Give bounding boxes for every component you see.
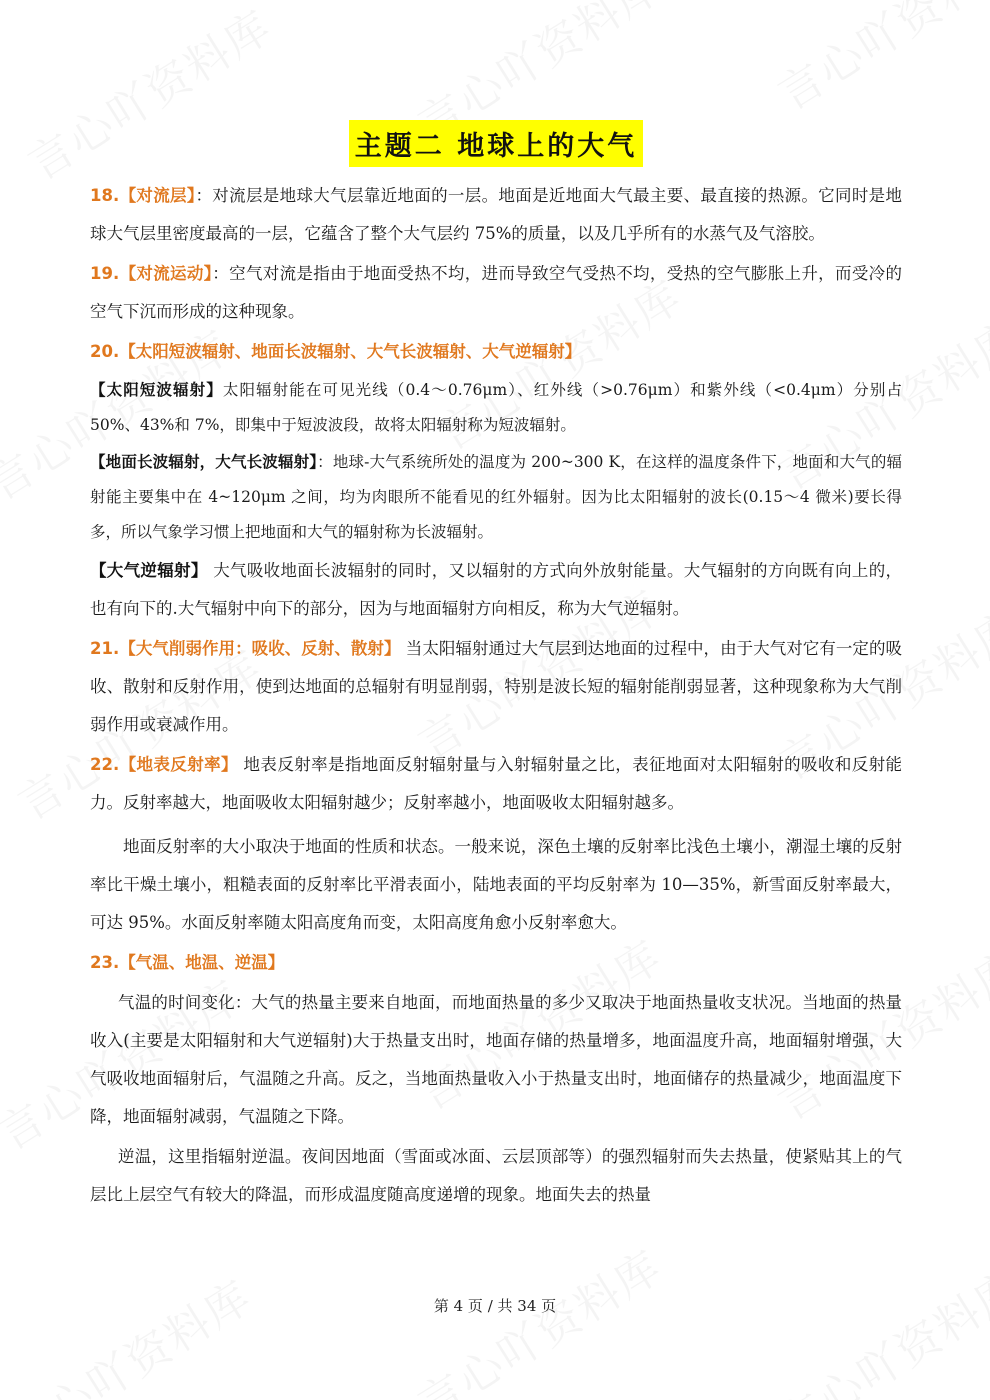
document-page bbox=[90, 120, 902, 1214]
section-21 bbox=[90, 630, 902, 744]
watermark bbox=[764, 1252, 990, 1400]
section-term: 【太阳短波辐射、地面长波辐射、大气长波辐射、大气逆辐射】 bbox=[119, 342, 582, 361]
sub-text: 太阳辐射能在可见光线（0.4～0.76μm）、红外线（>0.76μm）和紫外线（<0.4μm）分别占 50%、43%和 7%，即集中于短波波段，故将太阳辐射称为短波辐射。 bbox=[90, 381, 902, 434]
section-term: 【气温、地温、逆温】 bbox=[119, 953, 285, 972]
watermark bbox=[0, 1262, 262, 1400]
sub-text: ：地球-大气系统所处的温度为 200~300 K，在这样的温度条件下，地面和大气的辐射能主要集中在 4~120μm 之间，均为肉眼所不能看见的红外辐射。因为比太阳辐射的波长(0.15～4 微米)要长得多，所以气象学习惯上把地面和大气的辐射称为长波辐射。 bbox=[90, 453, 902, 541]
section-18 bbox=[90, 177, 902, 253]
sub-term: 【大气逆辐射】 bbox=[90, 561, 208, 580]
section-number: 20. bbox=[90, 342, 120, 361]
section-number: 22. bbox=[90, 755, 120, 774]
section-text: ：对流层是地球大气层靠近地面的一层。地面是近地面大气最主要、最直接的热源。它同时是地球大气层里密度最高的一层，它蕴含了整个大气层约 75%的质量，以及几乎所有的水蒸气及气溶胶。 bbox=[90, 186, 903, 243]
page-footer: 第 4 页 / 共 34 页 bbox=[433, 1297, 557, 1315]
section-text: 当太阳辐射通过大气层到达地面的过程中，由于大气对它有一定的吸收、散射和反射作用，使到达地面的总辐射有明显削弱，特别是波长短的辐射能削弱显著，这种现象称为大气削弱作用或衰减作用。 bbox=[90, 639, 903, 734]
section-23-paragraph-1: 气温的时间变化：大气的热量主要来自地面，而地面热量的多少又取决于地面热量收支状况。当地面的热量收入(主要是太阳辐射和大气逆辐射)大于热量支出时，地面存储的热量增多，地面温度升高，地面辐射增强，大气吸收地面辐射后，气温随之升高。反之，当地面热量收入小于热量支出时，地面储存的热量减少，地面温度下降，地面辐射减弱，气温随之下降。 bbox=[90, 993, 902, 1126]
section-23-heading bbox=[90, 944, 902, 982]
section-number: 23. bbox=[90, 953, 120, 972]
section-22-paragraph: 地面反射率的大小取决于地面的性质和状态。一般来说，深色土壤的反射率比浅色土壤小，潮湿土壤的反射率比干燥土壤小，粗糙表面的反射率比平滑表面小，陆地表面的平均反射率为 10—35%，新雪面反射率最大，可达 95%。水面反射率随太阳高度角而变，太阳高度角愈小反射率愈大。 bbox=[90, 837, 902, 932]
section-20-shortwave bbox=[90, 373, 902, 443]
watermark bbox=[764, 0, 990, 122]
sub-term: 【地面长波辐射，大气长波辐射】 bbox=[90, 453, 318, 471]
title-wrap bbox=[90, 120, 902, 167]
section-20-longwave bbox=[90, 445, 902, 550]
section-term: 【对流层】 bbox=[119, 186, 196, 205]
section-text: ：空气对流是指由于地面受热不均，进而导致空气受热不均，受热的空气膨胀上升，而受冷的空气下沉而形成的这种现象。 bbox=[90, 264, 903, 321]
section-20-heading bbox=[90, 333, 902, 371]
sub-term: 【太阳短波辐射】 bbox=[90, 381, 223, 399]
section-19 bbox=[90, 255, 902, 331]
sub-text: 大气吸收地面长波辐射的同时，又以辐射的方式向外放射能量。大气辐射的方向既有向上的，也有向下的.大气辐射中向下的部分，因为与地面辐射方向相反，称为大气逆辐射。 bbox=[90, 561, 903, 618]
section-text: 地表反射率是指地面反射辐射量与入射辐射量之比，表征地面对太阳辐射的吸收和反射能力。反射率越大，地面吸收太阳辐射越少；反射率越小，地面吸收太阳辐射越多。 bbox=[90, 755, 902, 812]
section-number: 21. bbox=[90, 639, 120, 658]
section-23-paragraph-2: 逆温，这里指辐射逆温。夜间因地面（雪面或冰面、云层顶部等）的强烈辐射而失去热量，使紧贴其上的气层比上层空气有较大的降温，而形成温度随高度递增的现象。地面失去的热量 bbox=[90, 1147, 902, 1204]
section-number: 18. bbox=[90, 186, 120, 205]
section-term: 【大气削弱作用：吸收、反射、散射】 bbox=[119, 639, 401, 658]
section-20-counter-radiation bbox=[90, 552, 902, 628]
section-term: 【对流运动】 bbox=[119, 264, 213, 283]
section-22 bbox=[90, 746, 902, 822]
section-number: 19. bbox=[90, 264, 120, 283]
section-term: 【地表反射率】 bbox=[119, 755, 238, 774]
page-title: 主题二 地球上的大气 bbox=[349, 120, 643, 167]
